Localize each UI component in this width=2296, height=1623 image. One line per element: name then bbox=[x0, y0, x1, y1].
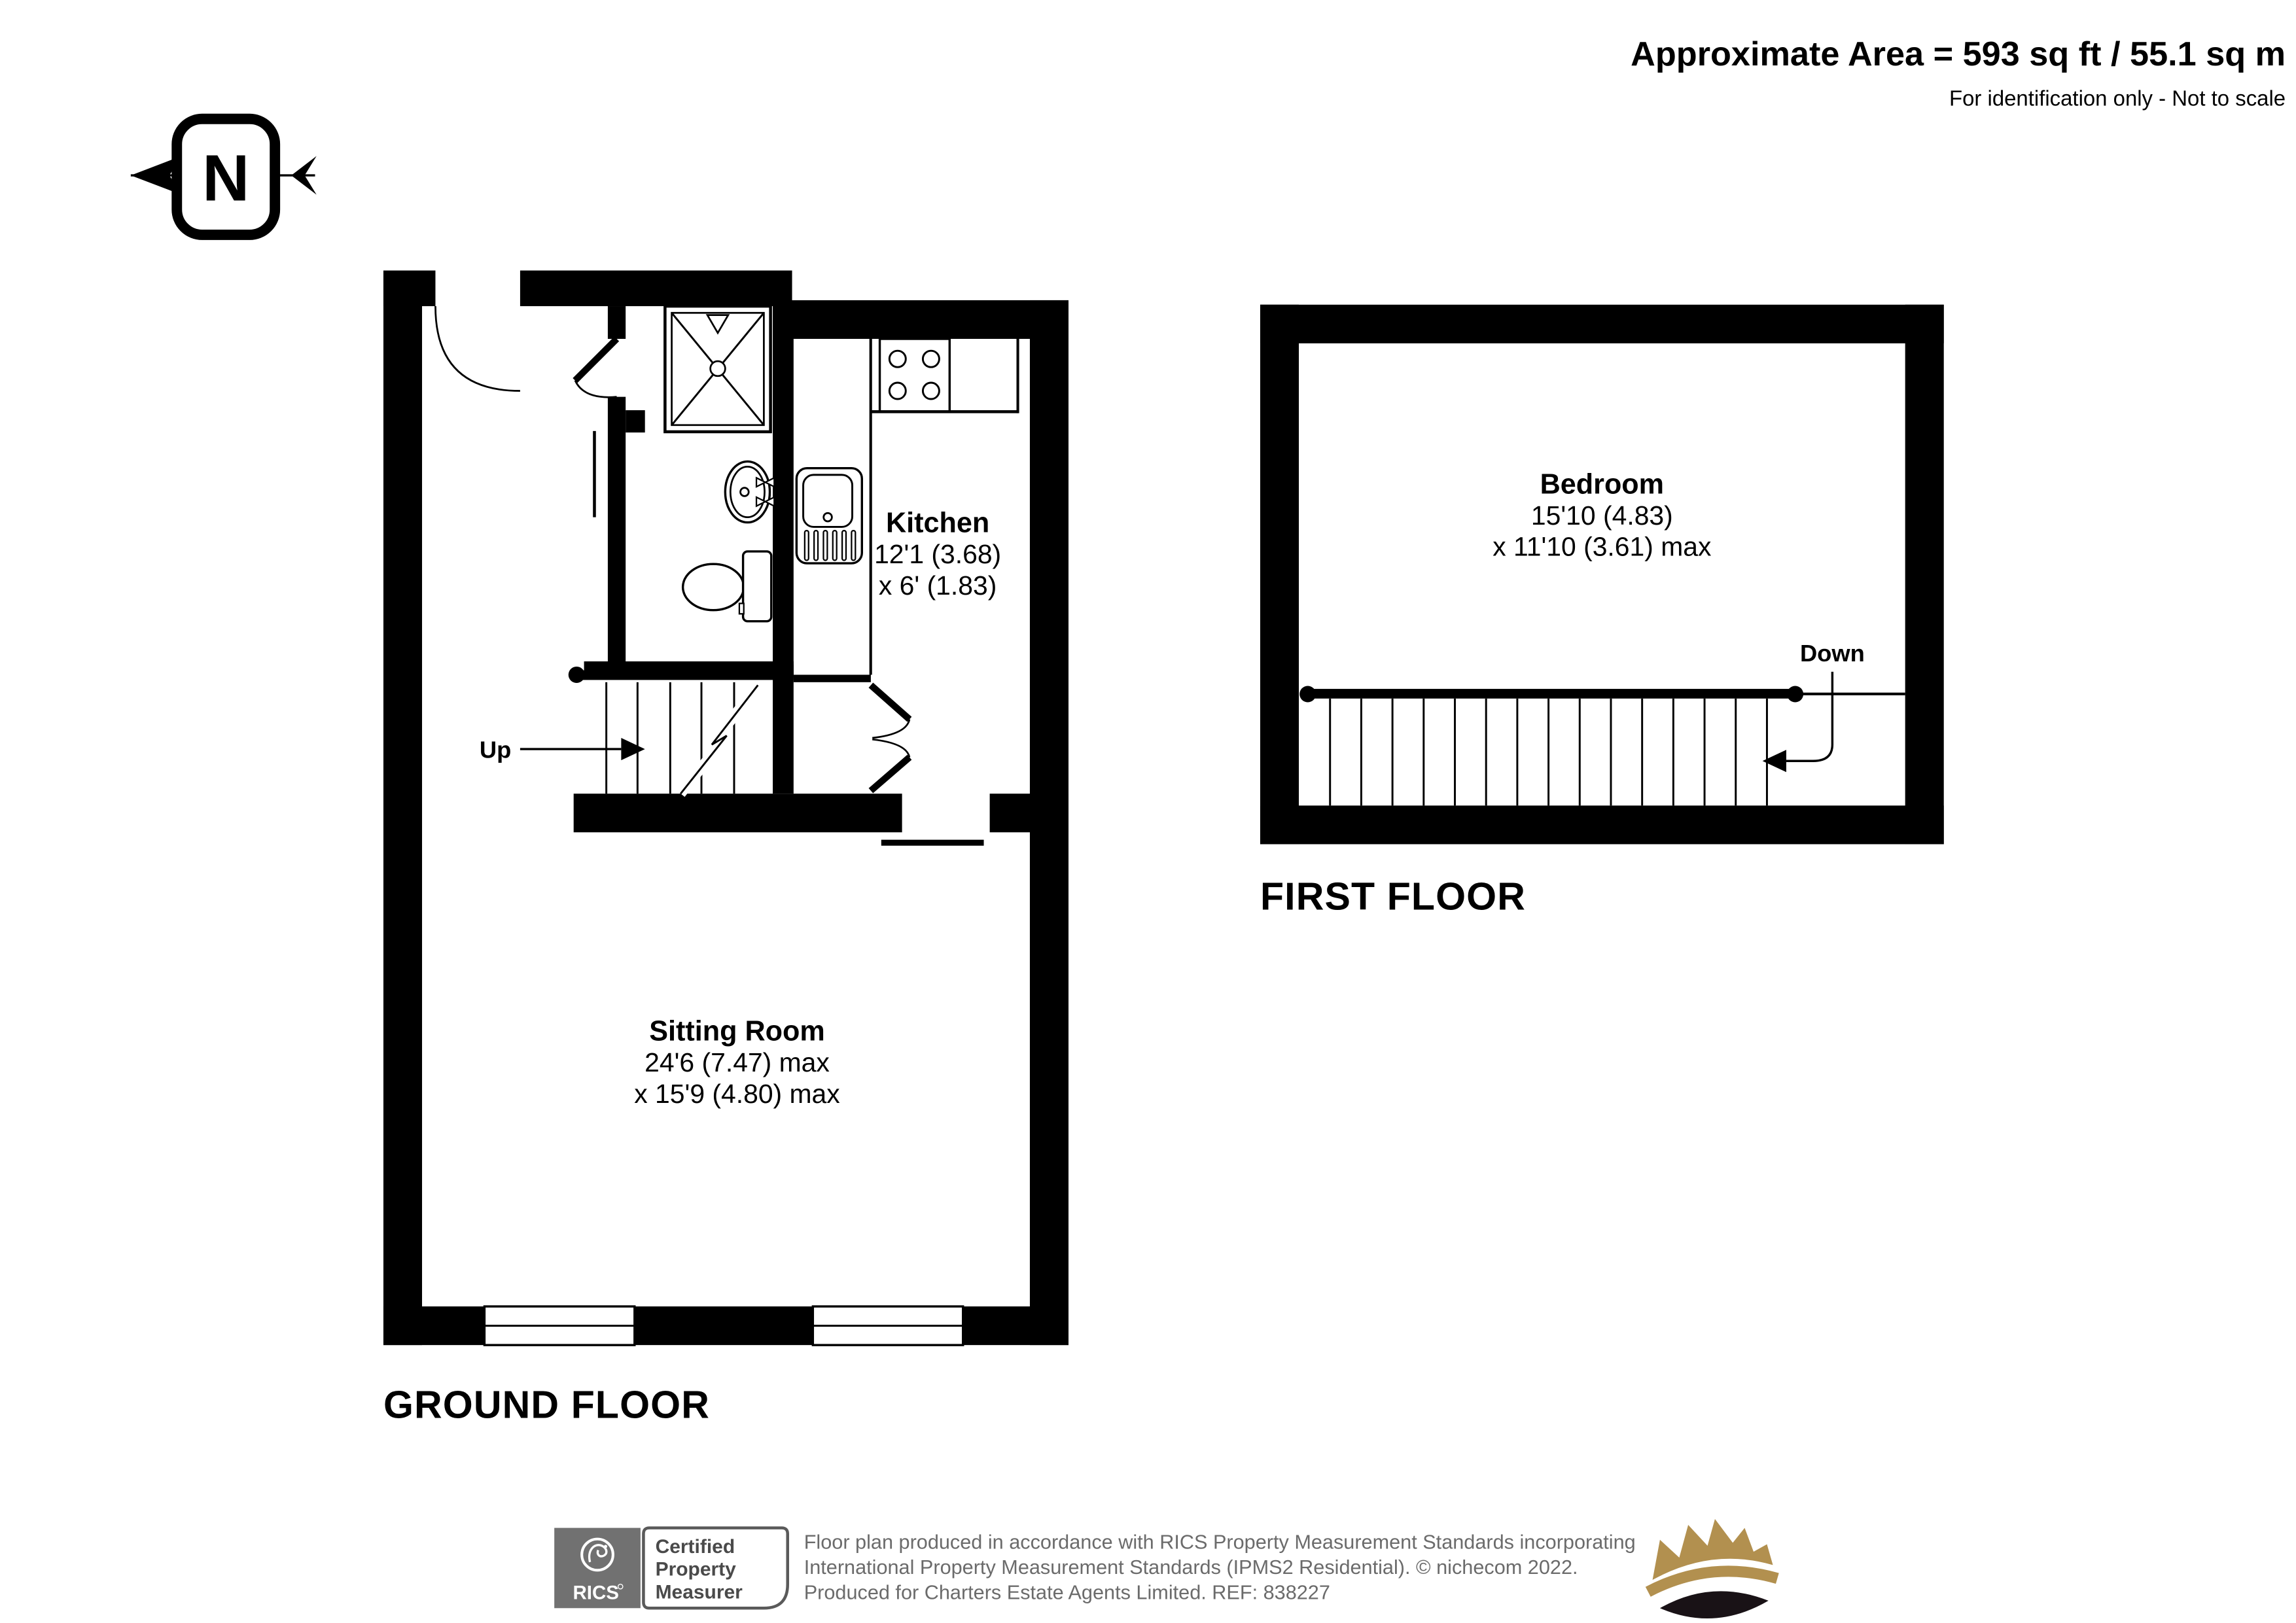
cert-line3: Measurer bbox=[655, 1581, 743, 1603]
staircase-up bbox=[569, 667, 794, 794]
wall bbox=[626, 410, 645, 432]
bathroom-door bbox=[575, 339, 617, 397]
kitchen-sink-icon bbox=[796, 468, 862, 563]
threshold-step bbox=[881, 840, 984, 846]
wall bbox=[773, 665, 794, 794]
crown-logo-icon bbox=[1648, 1519, 1778, 1618]
disclaimer-line3: Produced for Charters Estate Agents Limited. REF: 838227 bbox=[804, 1581, 1330, 1604]
sitting-room-dim1: 24'6 (7.47) max bbox=[645, 1047, 830, 1078]
cert-line2: Property bbox=[655, 1558, 736, 1580]
disclaimer-line1: Floor plan produced in accordance with RICS Property Measurement Standards incorporating bbox=[804, 1531, 1636, 1554]
banister bbox=[1305, 689, 1798, 699]
shower-icon bbox=[665, 306, 770, 432]
cert-line1: Certified bbox=[655, 1536, 735, 1558]
rics-wordmark: RICS bbox=[573, 1582, 620, 1604]
rics-logo bbox=[554, 1528, 641, 1609]
banister bbox=[574, 671, 794, 680]
toilet-icon bbox=[683, 551, 771, 621]
wall bbox=[383, 271, 422, 1346]
wall bbox=[990, 794, 1069, 832]
wall bbox=[1260, 305, 1299, 845]
disclaimer-line2: International Property Measurement Standards (IPMS2 Residential). © nichecom 2022. bbox=[804, 1556, 1578, 1579]
compass-north-letter: N bbox=[202, 142, 250, 215]
north-compass-icon bbox=[131, 119, 317, 235]
staircase-down bbox=[1299, 686, 1905, 806]
kitchen-name: Kitchen bbox=[886, 507, 990, 539]
banister-post bbox=[569, 667, 585, 683]
header bbox=[1631, 35, 2286, 110]
kitchen-dim1: 12'1 (3.68) bbox=[874, 539, 1002, 570]
down-label: Down bbox=[1799, 640, 1865, 667]
ground-floor-title: GROUND FLOOR bbox=[383, 1383, 710, 1427]
basin-icon bbox=[725, 461, 774, 522]
double-doors bbox=[871, 685, 910, 790]
wall bbox=[774, 300, 1069, 339]
up-annotation bbox=[480, 737, 645, 763]
wall bbox=[1260, 805, 1944, 844]
sitting-room-label bbox=[634, 1015, 839, 1108]
wall bbox=[608, 397, 626, 665]
wall bbox=[1260, 305, 1944, 343]
identification-note-text: For identification only - Not to scale bbox=[1949, 86, 2286, 111]
up-arrowhead bbox=[621, 738, 645, 760]
wall bbox=[608, 306, 626, 339]
disclaimer-text bbox=[804, 1531, 1636, 1603]
hob-icon bbox=[880, 339, 950, 411]
sitting-room-name: Sitting Room bbox=[649, 1015, 825, 1047]
kitchen-label bbox=[874, 507, 1001, 600]
down-annotation bbox=[1763, 640, 1865, 772]
bedroom-name: Bedroom bbox=[1540, 468, 1665, 500]
entrance-door-swing bbox=[435, 306, 520, 391]
ground-floor-plan bbox=[383, 271, 1069, 1427]
kitchen-dim2: x 6' (1.83) bbox=[878, 570, 997, 601]
approximate-area-text: Approximate Area = 593 sq ft / 55.1 sq m bbox=[1631, 35, 2286, 73]
banister-post bbox=[1299, 686, 1316, 703]
sitting-room-dim2: x 15'9 (4.80) max bbox=[634, 1078, 840, 1109]
wall bbox=[773, 306, 794, 674]
certified-property-measurer-badge bbox=[643, 1528, 787, 1609]
up-label: Up bbox=[479, 736, 512, 763]
bedroom-dim1: 15'10 (4.83) bbox=[1530, 500, 1673, 531]
wall bbox=[574, 794, 902, 832]
wall bbox=[520, 271, 792, 307]
first-floor-plan bbox=[1260, 305, 1944, 918]
window bbox=[813, 1306, 963, 1345]
footer bbox=[554, 1519, 1777, 1618]
wall bbox=[794, 674, 871, 682]
bedroom-label bbox=[1492, 468, 1711, 561]
first-floor-title: FIRST FLOOR bbox=[1260, 875, 1527, 918]
window bbox=[484, 1306, 634, 1345]
wall bbox=[1905, 305, 1944, 845]
radiator-line bbox=[593, 431, 596, 517]
bedroom-dim2: x 11'10 (3.61) max bbox=[1492, 531, 1712, 562]
